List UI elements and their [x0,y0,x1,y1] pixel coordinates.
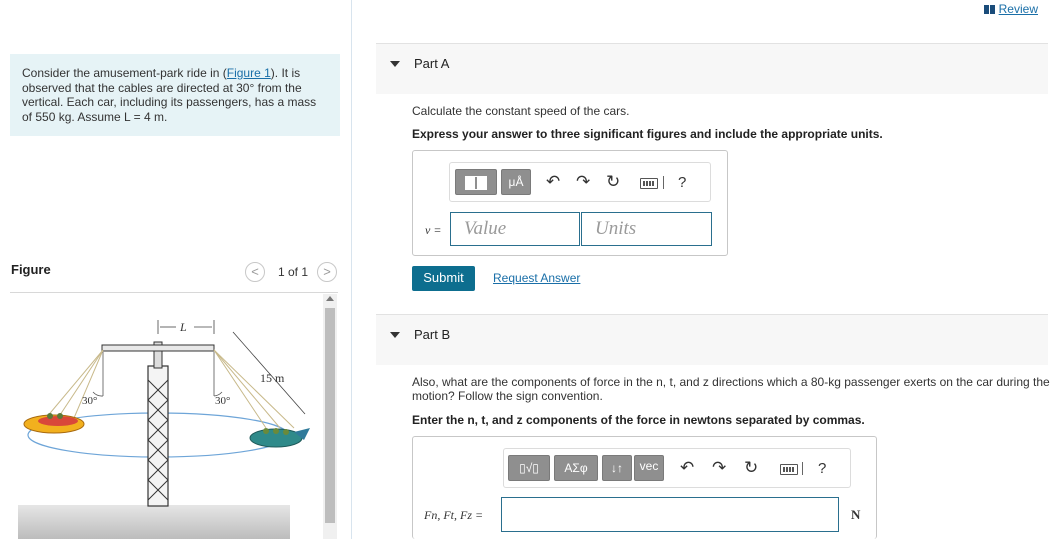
redo-icon[interactable]: ↷ [712,458,727,477]
left-panel [0,0,352,539]
part-b-header[interactable] [376,315,1048,365]
prev-figure-button[interactable] [245,262,265,282]
scroll-up-arrow-icon[interactable] [326,296,334,301]
mu-label: μÅ [508,175,524,189]
part-b-question [412,375,1052,403]
help-icon[interactable]: ? [678,174,687,191]
part-a-answer-box [412,150,728,256]
scroll-thumb[interactable] [325,308,335,523]
value-input[interactable] [450,212,580,246]
greek-button[interactable] [554,455,598,481]
part-b-instruction: Enter the n, t, and z components of the force in newtons separated by commas. [412,413,865,427]
figure-counter: 1 of 1 [278,265,309,279]
part-a-title: Part A [414,56,450,71]
keyboard-icon[interactable] [640,178,658,189]
figure-link[interactable]: Figure 1 [226,66,271,80]
part-a-header[interactable] [376,44,1048,94]
toolbar-separator [802,462,803,475]
problem-text-start: Consider the amusement-park ride in ( [22,66,227,80]
vec-button[interactable] [634,455,664,481]
l-label: L [180,320,187,334]
units-placeholder: Units [595,218,637,239]
vec-label: vec [639,459,659,473]
next-figure-button[interactable] [317,262,337,282]
right-car [250,428,310,447]
chevron-right-icon: > [323,264,331,279]
part-b-toolbar [503,448,851,488]
value-placeholder: Value [464,218,507,239]
part-a-question: Calculate the constant speed of the cars. [412,104,630,118]
figure-image [18,300,318,539]
ground [18,505,290,539]
templates-icon [465,176,487,190]
help-icon[interactable]: ? [818,460,827,477]
templates-button[interactable] [455,169,497,195]
review-label: Review [998,2,1038,16]
figure-heading: Figure [11,262,51,277]
subscript-superscript-button[interactable] [602,455,632,481]
sqrt-icon: ▯√▯ [519,461,539,475]
units-button[interactable] [501,169,531,195]
toolbar-separator [663,176,664,189]
amusement-ride-illustration [18,300,318,539]
tower [148,366,168,506]
figure-pager [245,262,341,282]
keyboard-icon[interactable] [780,464,798,475]
templates-sqrt-button[interactable] [508,455,550,481]
arrows-label: ↓↑ [611,461,623,475]
part-a-toolbar [449,162,711,202]
figure-divider [10,292,338,293]
part-a-instruction: Express your answer to three significant figures and include the appropriate units. [412,127,883,141]
arm [102,345,214,351]
part-b-question-line2: motion? Follow the sign convention. [412,389,603,403]
part-b-answer-box [412,436,877,539]
problem-text-end: ). It is observed that the cables are directed at 30° from the vertical. Each car, including its passengers, has a mass of 550 kg. Assume L = 4 m. [22,66,317,124]
part-b-question-line1: Also, what are the components of force in the n, t, and z directions which a 80-kg passenger exerts on the car during the [412,375,1050,389]
review-icon [984,5,995,14]
speed-variable-label: v = [425,223,442,237]
reset-icon[interactable]: ↻ [606,172,621,191]
greek-label: ΑΣφ [564,461,588,475]
cable-length-label: 15 m [260,371,285,385]
redo-icon[interactable]: ↷ [576,172,591,191]
review-link[interactable] [984,2,1038,16]
problem-statement [10,54,340,136]
angle-left-label: 30° [82,395,98,407]
force-variable-label: Fn, Ft, Fz = [424,508,484,522]
part-b-title: Part B [414,327,451,342]
caret-down-icon[interactable] [390,61,400,67]
undo-icon[interactable]: ↶ [546,172,561,191]
force-components-input[interactable] [501,497,839,532]
cables-left [46,350,103,418]
angle-right-label: 30° [215,395,231,407]
caret-down-icon[interactable] [390,332,400,338]
figure-scrollbar[interactable] [323,294,337,539]
units-input[interactable] [581,212,712,246]
submit-button[interactable]: Submit [412,266,475,291]
request-answer-link[interactable]: Request Answer [493,271,581,285]
chevron-left-icon: < [251,264,259,279]
undo-icon[interactable]: ↶ [680,458,695,477]
reset-icon[interactable]: ↻ [744,458,759,477]
unit-label: N [851,507,861,522]
